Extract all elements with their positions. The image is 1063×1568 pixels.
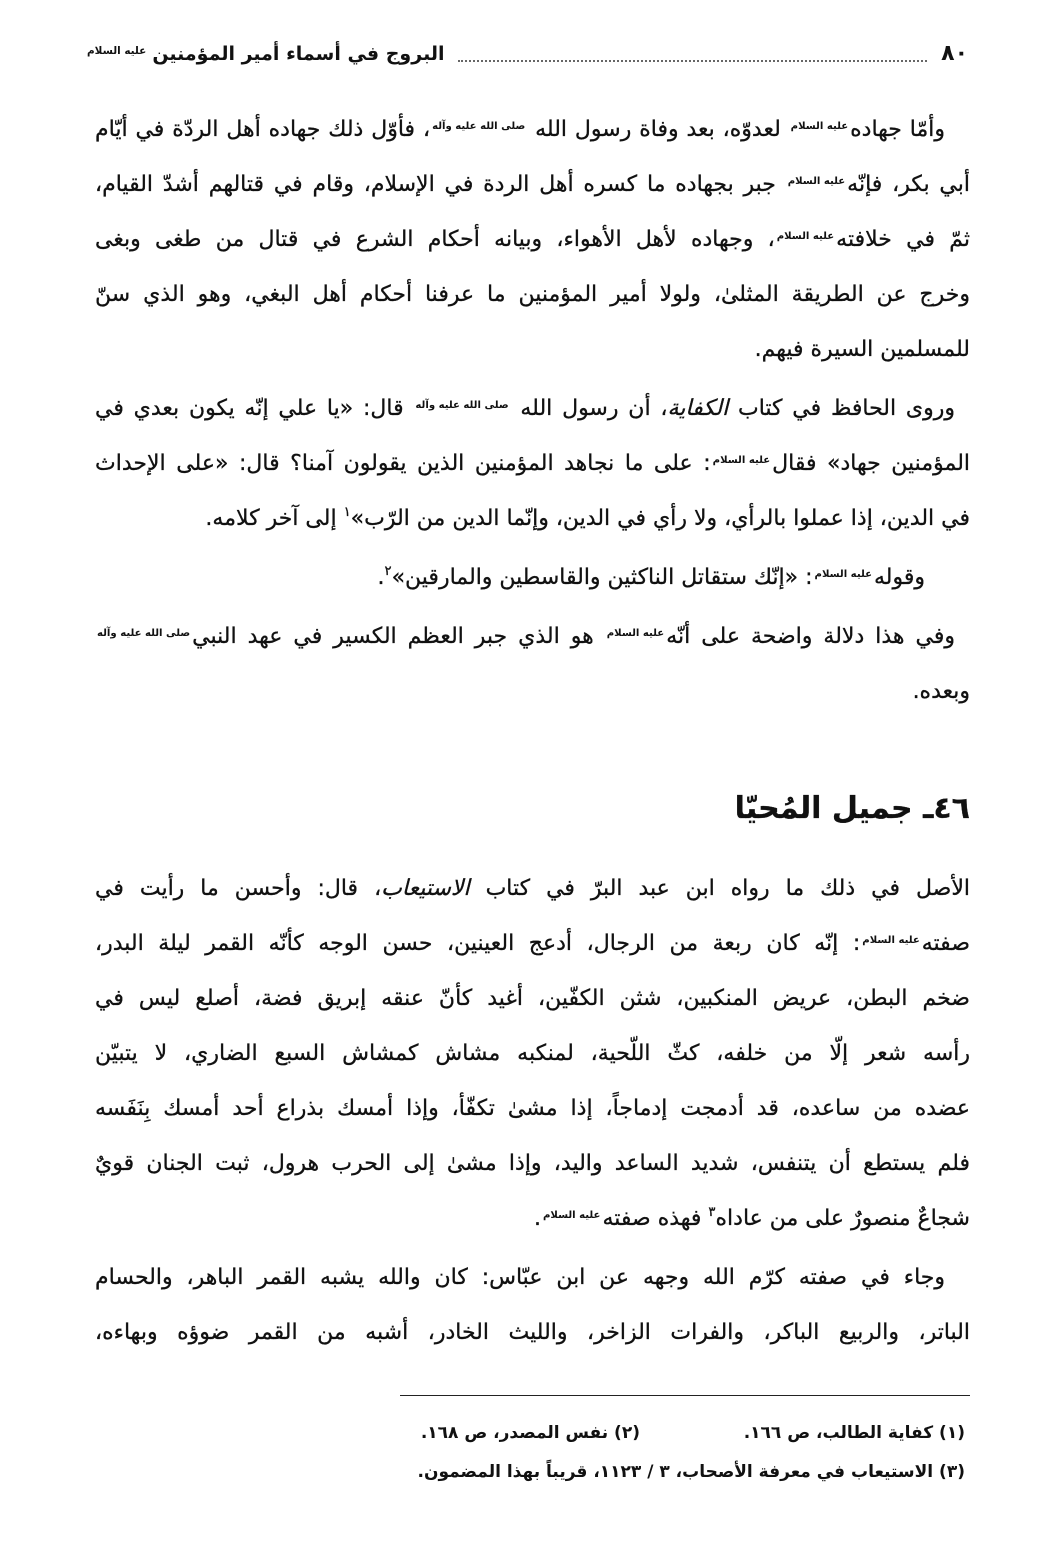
running-title-text: البروج في أسماء أمير المؤمنين [152,43,445,65]
text-line [95,1081,970,1136]
text-run: لعدوّه، بعد وفاة رسول الله [527,117,789,142]
paragraph [95,381,970,546]
text-line [95,1250,970,1305]
honorific-ligature: عليه السلام [87,44,147,57]
page-number: ٨٠ [941,41,968,66]
text-run: : على ما نجاهد المؤمنين الذين يقولون آمنا؟ قال: «على الإحداث [95,451,711,476]
text-line [95,664,970,719]
text-run: : إنّه كان ربعة من الرجال، أدعج العينين، حسن الوجه كأنّه القمر ليلة البدر، [95,930,861,956]
paragraph [95,102,970,377]
text-run: وخرج عن الطريقة المثلىٰ، ولولا أمير المؤمنين ما عرفنا أحكام أهل البغي، وهو الذي سنّ [95,282,970,307]
text-run: فلم يستطع أن يتنفس، شديد الساعد واليد، وإذا مشىٰ إلى الحرب هرول، ثبت الجنان قويٌ [95,1150,970,1176]
text-line [95,1136,970,1191]
text-run: صفته [921,930,970,956]
book-title: الكفاية [667,396,729,421]
text-line [95,157,970,212]
text-run: ، وجهاده لأهل الأهواء، وبيانه أحكام الشرع في قتال من طغى وبغى [95,227,775,252]
dotted-leader [458,60,927,62]
paragraph [95,609,970,719]
honorific-ligature: عليه السلام [790,120,849,132]
paragraph [95,550,970,605]
honorific-ligature: صلى الله عليه وآله [415,399,509,411]
text-run: للمسلمين السيرة فيهم. [754,337,970,362]
honorific-ligature: عليه السلام [606,627,665,639]
page-header [85,36,968,72]
text-run: . [534,1205,541,1231]
footnote-row [95,1414,965,1453]
footnotes [95,1414,965,1492]
honorific-ligature: صلى الله عليه وآله [97,627,191,639]
text-run: وروى الحافظ في كتاب [728,396,955,421]
text-run: وقوله [873,565,925,590]
text-line [95,212,970,267]
text-run: الأصل في ذلك ما رواه ابن عبد البرّ في كتاب [469,875,970,901]
text-line [95,381,970,436]
text-line [95,102,970,157]
text-run: هو الذي جبر العظم الكسير في عهد النبي [192,624,605,649]
text-run: شجاعٌ منصورٌ على من عاداه [715,1205,970,1231]
footnote-marker: ٢ [384,563,392,579]
text-line [95,1191,970,1246]
text-run: : «إنّك ستقاتل الناكثين والقاسطين والمارقين» [391,565,813,590]
honorific-ligature: عليه السلام [776,230,835,242]
text-run: في الدين، إذا عملوا بالرأي، ولا رأي في الدين، وإنّما الدين من الرّب» [350,506,970,531]
text-run: رأسه شعر إلّا من خلفه، كثّ اللّحية، لمنكبه مشاش كمشاش السبع الضاري، لا يتبيّن [95,1040,970,1066]
footnote: (٣) الاستيعاب في معرفة الأصحاب، ٣ / ١١٢٣، قريباً بهذا المضمون. [417,1462,965,1482]
running-title [85,36,444,72]
text-line [95,971,970,1026]
text-line [95,609,970,664]
text-run: وجاء في صفته كرّم الله وجهه عن ابن عبّاس: كان والله يشبه القمر الباهر، والحسام [95,1264,945,1290]
text-run: ضخم البطن، عريض المنكبين، شثن الكفّين، أغيد كأنّ عنقه إبريق فضة، أصلع ليس في [95,985,970,1011]
paragraph [95,861,970,1246]
text-line [95,861,970,916]
text-line [95,322,970,377]
text-line [95,550,970,605]
footnote-separator [400,1395,970,1396]
text-run: قال: «يا علي إنّه يكون بعدي في [95,396,414,421]
text-line [95,436,970,491]
text-run: . [377,565,385,590]
text-line [95,916,970,971]
paragraph [95,1250,970,1360]
text-run: إلى آخر كلامه. [205,506,344,531]
text-line [95,267,970,322]
honorific-ligature: عليه السلام [712,454,771,466]
text-run: ، فأوّل ذلك جهاده أهل الردّة في أيّام [95,117,431,142]
text-run: وأمّا جهاده [850,117,946,142]
text-run: أبي بكر، فإنّه [847,172,970,197]
text-run: ، قال: وأحسن ما رأيت في [95,875,382,901]
text-run: المؤمنين جهاد» فقال [772,451,970,476]
honorific-ligature: عليه السلام [862,934,920,946]
honorific-ligature: عليه السلام [814,568,872,580]
text-line [95,1305,970,1360]
text-line [95,1026,970,1081]
text-run: ثمّ في خلافته [836,227,970,252]
footnote: (١) كفاية الطالب، ص ١٦٦. [743,1423,965,1443]
footnote-marker: ١ [343,504,351,520]
text-run: الباتر، والربيع الباكر، والفرات الزاخر، والليث الخادر، أشبه من القمر ضوؤه وبهاءه، [95,1319,970,1345]
text-run: فهذه صفته [602,1205,709,1231]
body-text [95,102,970,1360]
text-run: عضده من ساعده، قد أدمجت إدماجاً، إذا مشىٰ تكفّأ، وإذا أمسك بذراع أحد أمسك بِنَفَسه [95,1095,970,1121]
section-heading: ٤٦ـ جميل المُحيّا [734,791,970,826]
honorific-ligature: عليه السلام [787,175,846,187]
footnote: (٢) نفس المصدر، ص ١٦٨. [420,1423,640,1443]
text-run: وبعده. [912,679,970,704]
book-title: الاستيعاب [381,875,470,901]
honorific-ligature: صلى الله عليه وآله [432,120,526,132]
text-line [95,491,970,546]
text-run: جبر بجهاده ما كسره أهل الردة في الإسلام، وقام في قتالهم أشدّ القيام، [95,172,786,197]
footnote-row [95,1453,965,1492]
text-run: وفي هذا دلالة واضحة على أنّه [666,624,955,649]
honorific-ligature: عليه السلام [543,1209,601,1221]
footnote-marker: ٣ [708,1204,716,1220]
text-run: ، أن رسول الله [510,396,668,421]
